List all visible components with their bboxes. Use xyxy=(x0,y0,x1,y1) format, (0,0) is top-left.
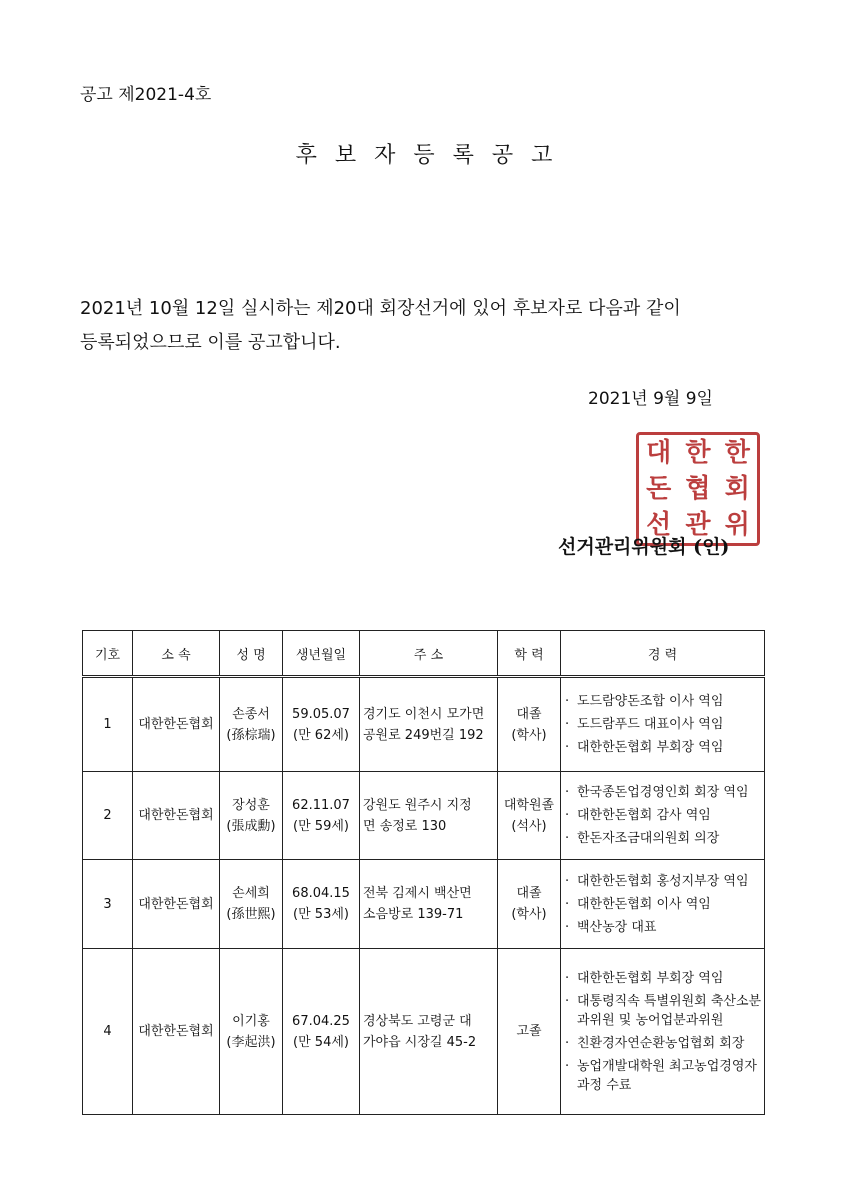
cell-affiliation: 대한한돈협회 xyxy=(133,772,220,860)
seal-char: 선 xyxy=(646,510,672,540)
notice-body xyxy=(80,292,770,360)
cell-affiliation: 대한한돈협회 xyxy=(133,677,220,772)
education-level: 대학원졸 xyxy=(503,797,555,813)
table-row xyxy=(83,949,765,1115)
cell-birth xyxy=(283,860,360,949)
address-line: 전북 김제시 백산면 xyxy=(363,886,472,901)
cell-name xyxy=(220,949,283,1115)
career-item: · 친환경자연순환농업협회 회장 xyxy=(565,1034,762,1053)
cell-address xyxy=(360,860,498,949)
name-hanja: (張成勳) xyxy=(226,818,276,834)
degree: (학사) xyxy=(511,907,547,922)
header-career: 경 력 xyxy=(561,631,765,677)
header-address: 주 소 xyxy=(360,631,498,677)
birth-date: 67.04.25 xyxy=(292,1013,350,1029)
cell-birth xyxy=(283,677,360,772)
career-item: · 한국종돈업경영인회 회장 역임 xyxy=(565,783,762,802)
career-item: · 대한한돈협회 이사 역임 xyxy=(565,895,762,914)
cell-address xyxy=(360,772,498,860)
cell-affiliation: 대한한돈협회 xyxy=(133,949,220,1115)
seal-char: 협 xyxy=(685,474,711,504)
cell-address xyxy=(360,949,498,1115)
table-header-row xyxy=(83,631,765,677)
career-item: · 도드람양돈조합 이사 역임 xyxy=(565,692,762,711)
title-char: 고 xyxy=(531,143,553,168)
name-hanja: (李起洪) xyxy=(226,1034,276,1050)
address-line: 소음방로 139-71 xyxy=(363,907,464,922)
seal-char: 회 xyxy=(724,474,750,504)
cell-affiliation: 대한한돈협회 xyxy=(133,860,220,949)
age: (만 59세) xyxy=(293,818,349,834)
page-title xyxy=(0,138,848,169)
career-item: · 대통령직속 특별위원회 축산소분과위원 및 농어업분과위원 xyxy=(565,992,762,1030)
birth-date: 62.11.07 xyxy=(292,797,350,813)
career-item: · 백산농장 대표 xyxy=(565,918,762,937)
cell-no: 2 xyxy=(83,772,133,860)
seal-char: 한 xyxy=(724,438,750,468)
name-korean: 장성훈 xyxy=(232,797,270,813)
header-no: 기호 xyxy=(83,631,133,677)
cell-career xyxy=(561,772,765,860)
name-korean: 손세희 xyxy=(232,886,270,901)
seal-char: 돈 xyxy=(646,474,672,504)
official-seal xyxy=(636,432,760,546)
cell-no: 4 xyxy=(83,949,133,1115)
career-item: · 한돈자조금대의원회 의장 xyxy=(565,829,762,848)
address-line: 경상북도 고령군 대 xyxy=(363,1013,472,1029)
cell-career xyxy=(561,949,765,1115)
cell-education xyxy=(498,677,561,772)
education-level: 대졸 xyxy=(516,706,542,722)
degree: (학사) xyxy=(511,727,547,743)
address-line: 강원도 원주시 지정 xyxy=(363,797,472,813)
cell-birth xyxy=(283,772,360,860)
seal-char: 대 xyxy=(646,438,672,468)
header-affiliation: 소 속 xyxy=(133,631,220,677)
header-education: 학 력 xyxy=(498,631,561,677)
name-korean: 손종서 xyxy=(232,706,270,722)
degree: (석사) xyxy=(511,818,547,834)
career-item: · 대한한돈협회 부회장 역임 xyxy=(565,969,762,988)
address-line: 경기도 이천시 모가면 xyxy=(363,706,485,722)
candidate-table xyxy=(82,630,765,1115)
cell-education xyxy=(498,772,561,860)
title-char: 보 xyxy=(334,143,357,168)
title-char: 등 xyxy=(413,143,435,168)
seal-char: 위 xyxy=(724,510,750,540)
birth-date: 59.05.07 xyxy=(292,706,350,722)
name-hanja: (孫世熙) xyxy=(226,907,276,922)
seal-char: 한 xyxy=(685,438,711,468)
cell-career xyxy=(561,860,765,949)
title-char: 자 xyxy=(374,143,396,168)
age: (만 62세) xyxy=(293,727,349,743)
address-line: 공원로 249번길 192 xyxy=(363,727,484,743)
cell-no: 1 xyxy=(83,677,133,772)
notice-number: 공고 제2021-4호 xyxy=(80,85,212,105)
body-line: 등록되었으므로 이를 공고합니다. xyxy=(80,332,341,353)
cell-birth xyxy=(283,949,360,1115)
name-korean: 이기홍 xyxy=(232,1013,270,1029)
title-char: 록 xyxy=(452,143,474,168)
title-char: 공 xyxy=(491,143,514,168)
cell-career xyxy=(561,677,765,772)
cell-name xyxy=(220,860,283,949)
cell-no: 3 xyxy=(83,860,133,949)
seal-char: 관 xyxy=(685,510,711,540)
title-char: 후 xyxy=(295,143,317,168)
career-item: · 대한한돈협회 감사 역임 xyxy=(565,806,762,825)
career-item: · 도드람푸드 대표이사 역임 xyxy=(565,715,762,734)
birth-date: 68.04.15 xyxy=(292,886,350,901)
career-item: · 농업개발대학원 최고농업경영자과정 수료 xyxy=(565,1057,762,1095)
signer-name: 선거관리위원회 (인) xyxy=(558,536,730,558)
body-line: 2021년 10월 12일 실시하는 제20대 회장선거에 있어 후보자로 다음과 같이 xyxy=(80,298,681,319)
cell-education xyxy=(498,860,561,949)
table-row xyxy=(83,772,765,860)
education-level: 대졸 xyxy=(516,886,542,901)
cell-name xyxy=(220,677,283,772)
table-row xyxy=(83,677,765,772)
name-hanja: (孫棕瑞) xyxy=(226,727,276,743)
table-row xyxy=(83,860,765,949)
career-item: · 대한한돈협회 부회장 역임 xyxy=(565,738,762,757)
education-level: 고졸 xyxy=(516,1024,542,1039)
address-line: 가야읍 시장길 45-2 xyxy=(363,1034,477,1050)
age: (만 53세) xyxy=(293,907,349,922)
header-name: 성 명 xyxy=(220,631,283,677)
age: (만 54세) xyxy=(293,1034,349,1050)
address-line: 면 송정로 130 xyxy=(363,818,447,834)
cell-address xyxy=(360,677,498,772)
cell-education xyxy=(498,949,561,1115)
notice-date: 2021년 9월 9일 xyxy=(588,389,713,409)
header-birth: 생년월일 xyxy=(283,631,360,677)
career-item: · 대한한돈협회 홍성지부장 역임 xyxy=(565,872,762,891)
cell-name xyxy=(220,772,283,860)
